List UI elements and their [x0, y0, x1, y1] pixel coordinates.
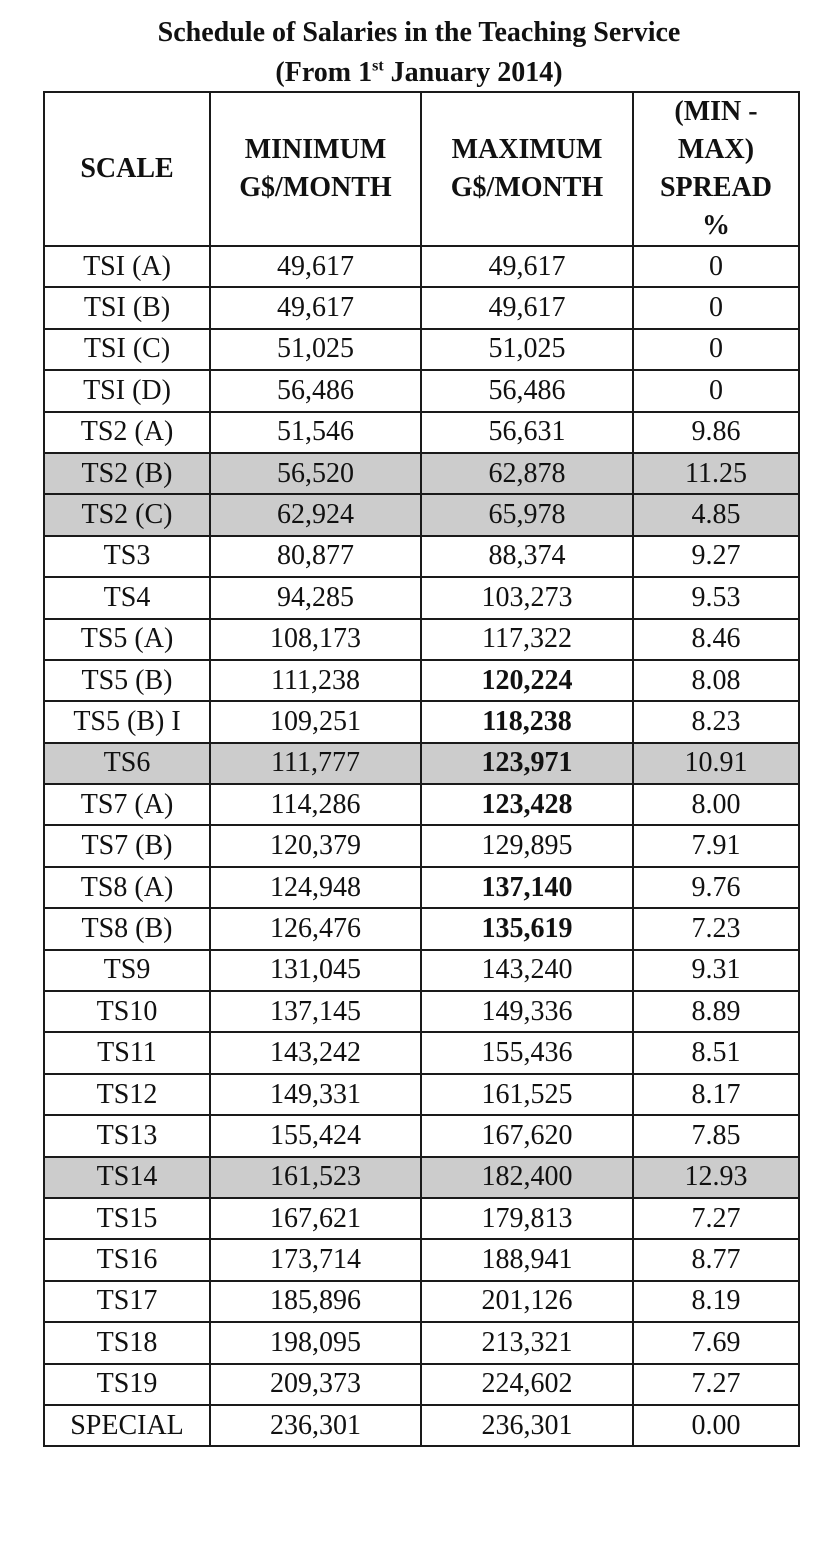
- table-header: [44, 92, 799, 246]
- maximum-cell: 123,428: [421, 784, 633, 825]
- maximum-cell: 179,813: [421, 1198, 633, 1239]
- spread-cell: 7.69: [633, 1322, 799, 1363]
- document-subtitle: [0, 56, 838, 90]
- maximum-cell: 161,525: [421, 1074, 633, 1115]
- scale-cell: TS12: [44, 1074, 210, 1115]
- table-row: [44, 991, 799, 1032]
- table-row: [44, 701, 799, 742]
- header-spread-line3: SPREAD: [659, 172, 772, 203]
- minimum-cell: 173,714: [210, 1239, 421, 1280]
- spread-cell: 8.19: [633, 1281, 799, 1322]
- scale-cell: TS18: [44, 1322, 210, 1363]
- maximum-cell: 65,978: [421, 494, 633, 535]
- minimum-cell: 111,238: [210, 660, 421, 701]
- table-row: [44, 950, 799, 991]
- table-row: [44, 825, 799, 866]
- minimum-cell: 111,777: [210, 743, 421, 784]
- table-row: [44, 784, 799, 825]
- spread-cell: 0: [633, 329, 799, 370]
- minimum-cell: 155,424: [210, 1115, 421, 1156]
- spread-cell: 11.25: [633, 453, 799, 494]
- table-row: [44, 577, 799, 618]
- spread-cell: 7.85: [633, 1115, 799, 1156]
- minimum-cell: 56,486: [210, 370, 421, 411]
- minimum-cell: 109,251: [210, 701, 421, 742]
- header-minimum-line2: G$/MONTH: [239, 172, 392, 203]
- spread-cell: 8.77: [633, 1239, 799, 1280]
- maximum-cell: 88,374: [421, 536, 633, 577]
- minimum-cell: 108,173: [210, 619, 421, 660]
- maximum-cell: 137,140: [421, 867, 633, 908]
- table-row: [44, 660, 799, 701]
- scale-cell: TS2 (B): [44, 453, 210, 494]
- spread-cell: 4.85: [633, 494, 799, 535]
- document-title: Schedule of Salaries in the Teaching Service: [157, 17, 681, 48]
- spread-cell: 10.91: [633, 743, 799, 784]
- table-row: [44, 287, 799, 328]
- scale-cell: TS13: [44, 1115, 210, 1156]
- spread-cell: 7.91: [633, 825, 799, 866]
- scale-cell: TS5 (B): [44, 660, 210, 701]
- minimum-cell: 94,285: [210, 577, 421, 618]
- minimum-cell: 62,924: [210, 494, 421, 535]
- maximum-cell: 201,126: [421, 1281, 633, 1322]
- scale-cell: TS2 (A): [44, 412, 210, 453]
- spread-cell: 9.27: [633, 536, 799, 577]
- header-row: [44, 92, 799, 246]
- salary-schedule-table: [43, 91, 800, 1447]
- spread-cell: 12.93: [633, 1157, 799, 1198]
- scale-cell: TS14: [44, 1157, 210, 1198]
- maximum-cell: 149,336: [421, 991, 633, 1032]
- spread-cell: 8.23: [633, 701, 799, 742]
- table-row: [44, 1281, 799, 1322]
- maximum-cell: 56,486: [421, 370, 633, 411]
- spread-cell: 8.17: [633, 1074, 799, 1115]
- spread-cell: 0.00: [633, 1405, 799, 1446]
- maximum-cell: 236,301: [421, 1405, 633, 1446]
- spread-cell: 0: [633, 246, 799, 287]
- scale-cell: TS17: [44, 1281, 210, 1322]
- table-row: [44, 1115, 799, 1156]
- maximum-cell: 49,617: [421, 246, 633, 287]
- table-row: [44, 1405, 799, 1446]
- scale-cell: TSI (D): [44, 370, 210, 411]
- table-row: [44, 1074, 799, 1115]
- minimum-cell: 56,520: [210, 453, 421, 494]
- minimum-cell: 120,379: [210, 825, 421, 866]
- spread-cell: 7.23: [633, 908, 799, 949]
- spread-cell: 8.51: [633, 1032, 799, 1073]
- maximum-cell: 117,322: [421, 619, 633, 660]
- header-spread-line2: MAX): [677, 134, 755, 165]
- table-row: [44, 1157, 799, 1198]
- table-row: [44, 1364, 799, 1405]
- minimum-cell: 49,617: [210, 287, 421, 328]
- spread-cell: 7.27: [633, 1364, 799, 1405]
- header-spread-line1: (MIN -: [674, 96, 758, 127]
- scale-cell: TS9: [44, 950, 210, 991]
- minimum-cell: 80,877: [210, 536, 421, 577]
- spread-cell: 9.31: [633, 950, 799, 991]
- maximum-cell: 135,619: [421, 908, 633, 949]
- spread-cell: 8.89: [633, 991, 799, 1032]
- table-row: [44, 908, 799, 949]
- maximum-cell: 129,895: [421, 825, 633, 866]
- header-minimum: [210, 92, 421, 246]
- header-maximum: [421, 92, 633, 246]
- spread-cell: 8.00: [633, 784, 799, 825]
- scale-cell: TS3: [44, 536, 210, 577]
- maximum-cell: 62,878: [421, 453, 633, 494]
- maximum-cell: 120,224: [421, 660, 633, 701]
- spread-cell: 8.08: [633, 660, 799, 701]
- scale-cell: TS8 (B): [44, 908, 210, 949]
- table-row: [44, 536, 799, 577]
- minimum-cell: 167,621: [210, 1198, 421, 1239]
- scale-cell: TSI (C): [44, 329, 210, 370]
- minimum-cell: 143,242: [210, 1032, 421, 1073]
- scale-cell: TS7 (B): [44, 825, 210, 866]
- minimum-cell: 51,546: [210, 412, 421, 453]
- table-row: [44, 743, 799, 784]
- scale-cell: TS5 (A): [44, 619, 210, 660]
- maximum-cell: 155,436: [421, 1032, 633, 1073]
- table-row: [44, 1322, 799, 1363]
- scale-cell: SPECIAL: [44, 1405, 210, 1446]
- maximum-cell: 56,631: [421, 412, 633, 453]
- scale-cell: TS2 (C): [44, 494, 210, 535]
- minimum-cell: 131,045: [210, 950, 421, 991]
- spread-cell: 8.46: [633, 619, 799, 660]
- header-maximum-line2: G$/MONTH: [450, 172, 604, 203]
- scale-cell: TS19: [44, 1364, 210, 1405]
- minimum-cell: 124,948: [210, 867, 421, 908]
- maximum-cell: 213,321: [421, 1322, 633, 1363]
- spread-cell: 0: [633, 287, 799, 328]
- table-row: [44, 453, 799, 494]
- maximum-cell: 224,602: [421, 1364, 633, 1405]
- header-spread-line4: %: [702, 210, 730, 241]
- table-row: [44, 370, 799, 411]
- table-body: [44, 246, 799, 1446]
- table-row: [44, 412, 799, 453]
- header-scale: SCALE: [44, 92, 210, 246]
- table-row: [44, 1198, 799, 1239]
- spread-cell: 9.86: [633, 412, 799, 453]
- maximum-cell: 123,971: [421, 743, 633, 784]
- minimum-cell: 114,286: [210, 784, 421, 825]
- spread-cell: 9.76: [633, 867, 799, 908]
- minimum-cell: 149,331: [210, 1074, 421, 1115]
- subtitle-prefix: (From 1: [275, 57, 373, 88]
- maximum-cell: 182,400: [421, 1157, 633, 1198]
- maximum-cell: 188,941: [421, 1239, 633, 1280]
- table-row: [44, 246, 799, 287]
- spread-cell: 7.27: [633, 1198, 799, 1239]
- header-spread: [633, 92, 799, 246]
- scale-cell: TS5 (B) I: [44, 701, 210, 742]
- minimum-cell: 198,095: [210, 1322, 421, 1363]
- scale-cell: TS4: [44, 577, 210, 618]
- scale-cell: TSI (A): [44, 246, 210, 287]
- scale-cell: TS10: [44, 991, 210, 1032]
- maximum-cell: 118,238: [421, 701, 633, 742]
- table-row: [44, 494, 799, 535]
- maximum-cell: 167,620: [421, 1115, 633, 1156]
- minimum-cell: 185,896: [210, 1281, 421, 1322]
- table-row: [44, 867, 799, 908]
- scale-cell: TSI (B): [44, 287, 210, 328]
- subtitle-suffix: January 2014): [383, 57, 563, 88]
- table-row: [44, 1239, 799, 1280]
- header-minimum-line1: MINIMUM: [244, 134, 387, 165]
- maximum-cell: 49,617: [421, 287, 633, 328]
- scale-cell: TS7 (A): [44, 784, 210, 825]
- maximum-cell: 51,025: [421, 329, 633, 370]
- minimum-cell: 209,373: [210, 1364, 421, 1405]
- header-maximum-line1: MAXIMUM: [451, 134, 603, 165]
- scale-cell: TS6: [44, 743, 210, 784]
- minimum-cell: 49,617: [210, 246, 421, 287]
- minimum-cell: 236,301: [210, 1405, 421, 1446]
- maximum-cell: 103,273: [421, 577, 633, 618]
- minimum-cell: 161,523: [210, 1157, 421, 1198]
- scale-cell: TS16: [44, 1239, 210, 1280]
- spread-cell: 9.53: [633, 577, 799, 618]
- spread-cell: 0: [633, 370, 799, 411]
- minimum-cell: 137,145: [210, 991, 421, 1032]
- table-row: [44, 1032, 799, 1073]
- table-row: [44, 329, 799, 370]
- minimum-cell: 51,025: [210, 329, 421, 370]
- subtitle-ordinal-suffix: st: [372, 57, 384, 75]
- scale-cell: TS11: [44, 1032, 210, 1073]
- maximum-cell: 143,240: [421, 950, 633, 991]
- scale-cell: TS8 (A): [44, 867, 210, 908]
- table-row: [44, 619, 799, 660]
- minimum-cell: 126,476: [210, 908, 421, 949]
- scale-cell: TS15: [44, 1198, 210, 1239]
